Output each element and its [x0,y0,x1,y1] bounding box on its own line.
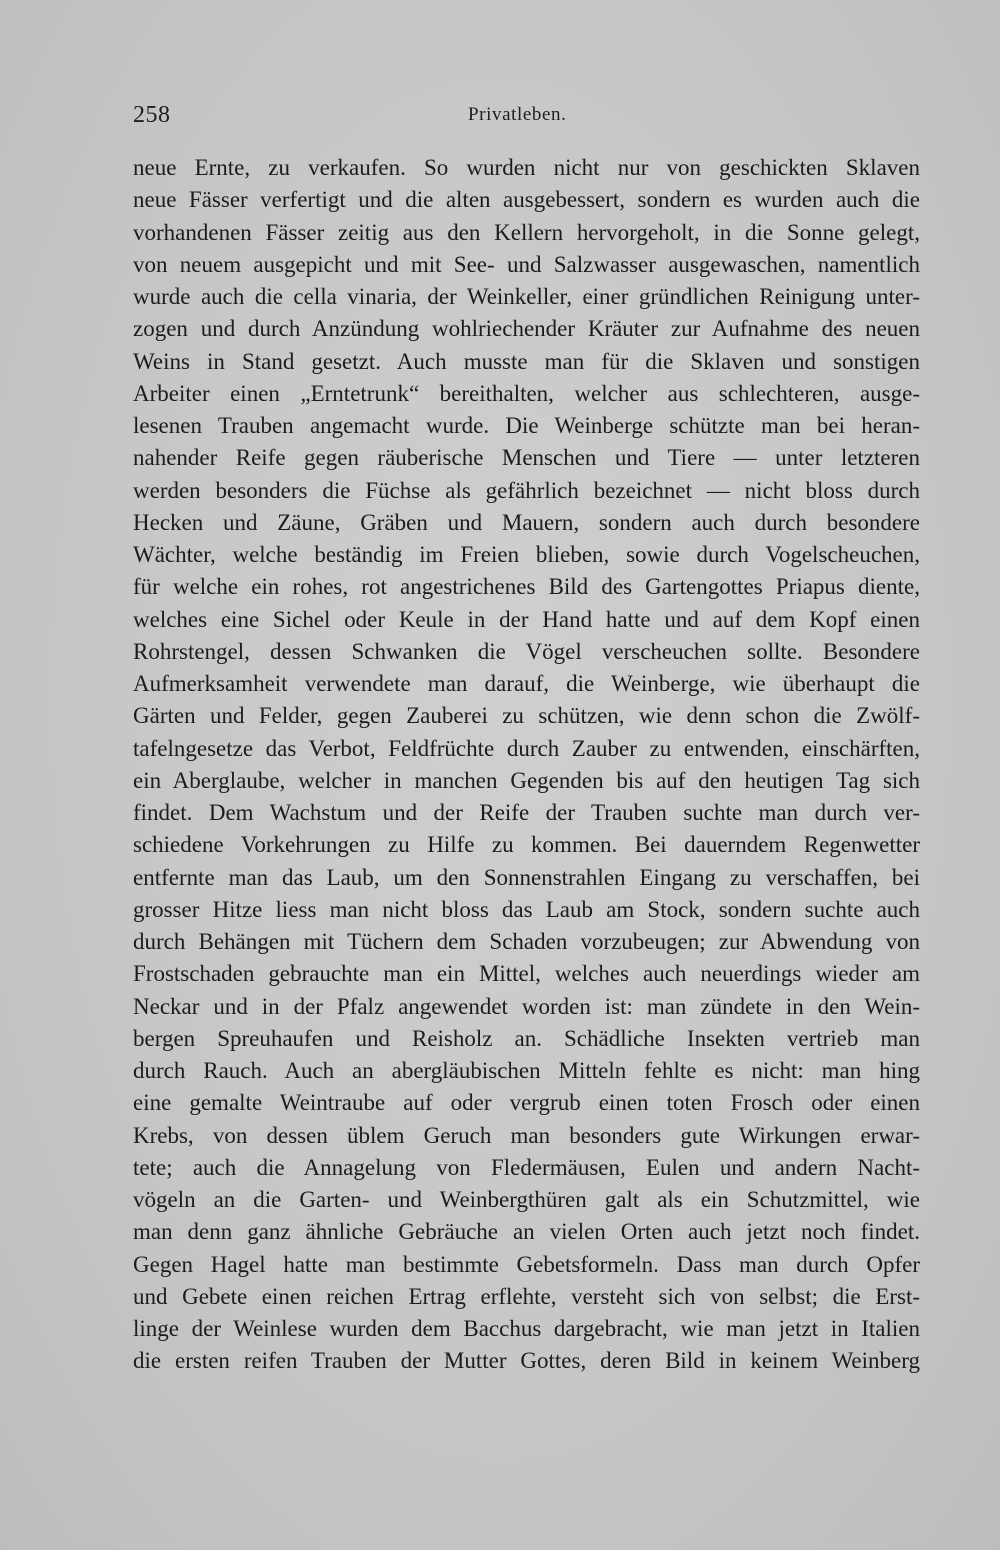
text-line: bergen Spreuhaufen und Reisholz an. Schädliche Insekten vertrieb man [133,1025,920,1051]
text-line: Weins in Stand gesetzt. Auch musste man für die Sklaven und sonstigen [133,348,920,374]
text-line: eine gemalte Weintraube auf oder vergrub einen toten Frosch oder einen [133,1090,920,1116]
text-line: Gärten und Felder, gegen Zauberei zu schützen, wie denn schon die Zwölf- [133,703,920,729]
text-line: Aufmerksamheit verwendete man darauf, die Weinberge, wie überhaupt die [133,671,920,696]
text-line: für welche ein rohes, rot angestrichenes Bild des Gartengottes Priapus diente, [133,574,920,600]
text-line: vorhandenen Fässer zeitig aus den Kellern hervorgeholt, in die Sonne gelegt, [133,219,920,245]
text-line: man denn ganz ähnliche Gebräuche an vielen Orten auch jetzt noch findet. [133,1219,920,1245]
text-line: vögeln an die Garten- und Weinbergthüren galt als ein Schutzmittel, wie [133,1187,920,1212]
text-line: lesenen Trauben angemacht wurde. Die Weinberge schützte man bei heran- [133,413,920,438]
text-line: und Gebete einen reichen Ertrag erflehte, versteht sich von selbst; die Erst- [133,1283,920,1309]
text-line: Wächter, welche beständig im Freien blieben, sowie durch Vogelscheuchen, [133,542,920,567]
text-line: Arbeiter einen „Erntetrunk“ bereithalten, welcher aus schlechteren, ausge- [133,380,920,406]
text-line: Rohrstengel, dessen Schwanken die Vögel verscheuchen sollte. Besondere [133,638,920,664]
text-line: zogen und durch Anzündung wohlriechender Kräuter zur Aufnahme des neuen [133,316,920,342]
text-line: entfernte man das Laub, um den Sonnenstrahlen Eingang zu verschaffen, bei [133,864,920,890]
text-line: tete; auch die Annagelung von Fledermäusen, Eulen und andern Nacht- [133,1154,920,1180]
page-number: 258 [133,102,171,128]
text-line: grosser Hitze liess man nicht bloss das Laub am Stock, sondern suchte auch [133,896,920,922]
text-line: findet. Dem Wachstum und der Reife der Trauben suchte man durch ver- [133,800,920,825]
body-text [133,152,920,1378]
text-line: Krebs, von dessen üblem Geruch man besonders gute Wirkungen erwar- [133,1122,920,1148]
text-line: neue Fässer verfertigt und die alten ausgebessert, sondern es wurden auch die [133,187,920,213]
text-line: ein Aberglaube, welcher in manchen Gegenden bis auf den heutigen Tag sich [133,767,920,793]
text-line: Neckar und in der Pfalz angewendet worden ist: man zündete in den Wein- [133,993,920,1019]
text-line: von neuem ausgepicht und mit See- und Salzwasser ausgewaschen, namentlich [133,251,920,277]
text-line: tafelngesetze das Verbot, Feldfrüchte durch Zauber zu entwenden, einschärften, [133,735,920,761]
text-line: Hecken und Zäune, Gräben und Mauern, sondern auch durch besondere [133,509,920,535]
running-head: Privatleben. [468,104,567,125]
text-line: die ersten reifen Trauben der Mutter Gottes, deren Bild in keinem Weinberg [133,1348,920,1374]
text-line: durch Rauch. Auch an abergläubischen Mitteln fehlte es nicht: man hing [133,1058,920,1083]
text-line: durch Behängen mit Tüchern dem Schaden vorzubeugen; zur Abwendung von [133,929,920,954]
page-header [133,100,920,140]
text-line: nahender Reife gegen räuberische Menschen und Tiere — unter letzteren [133,445,920,471]
text-line: linge der Weinlese wurden dem Bacchus dargebracht, wie man jetzt in Italien [133,1316,920,1341]
text-line: Frostschaden gebrauchte man ein Mittel, welches auch neuerdings wieder am [133,961,920,987]
text-line: wurde auch die cella vinaria, der Weinkeller, einer gründlichen Reinigung unter- [133,284,920,309]
text-line: werden besonders die Füchse als gefährlich bezeichnet — nicht bloss durch [133,477,920,503]
text-line: welches eine Sichel oder Keule in der Hand hatte und auf dem Kopf einen [133,606,920,632]
text-line: schiedene Vorkehrungen zu Hilfe zu kommen. Bei dauerndem Regenwetter [133,832,920,858]
text-line: neue Ernte, zu verkaufen. So wurden nicht nur von geschickten Sklaven [133,155,920,180]
text-line: Gegen Hagel hatte man bestimmte Gebetsformeln. Dass man durch Opfer [133,1251,920,1277]
